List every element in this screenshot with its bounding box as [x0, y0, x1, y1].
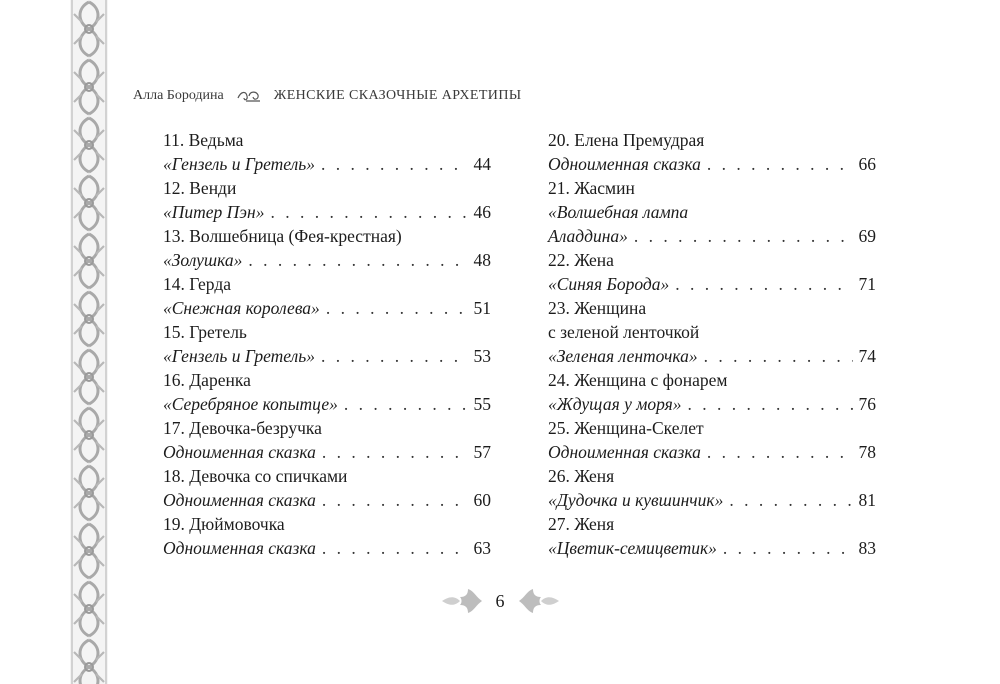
- source-title: Одноименная сказка: [548, 442, 701, 462]
- toc-entry-name: 16. Даренка: [163, 370, 251, 390]
- toc-entry-source: [548, 440, 876, 464]
- toc-entry-name: 21. Жасмин: [548, 178, 635, 198]
- toc-entry-source: [163, 200, 491, 224]
- dot-leader: [723, 536, 853, 560]
- toc-entry-source: [163, 392, 491, 416]
- toc-entry-source: [548, 392, 876, 416]
- page-footer: [430, 584, 570, 618]
- toc-entry-source: [163, 440, 491, 464]
- page-ref: 51: [473, 298, 491, 318]
- dot-leader: [707, 440, 853, 464]
- source-title: Одноименная сказка: [163, 538, 316, 558]
- source-title: Одноименная сказка: [163, 490, 316, 510]
- dot-leader: [322, 488, 468, 512]
- toc-entry-source: [548, 536, 876, 560]
- page-ref: 76: [858, 394, 876, 414]
- dot-leader: [322, 536, 468, 560]
- toc-entry-source: [163, 296, 491, 320]
- page-ref: 44: [473, 154, 491, 174]
- toc-entry-name: 22. Жена: [548, 250, 614, 270]
- dot-leader: [322, 440, 468, 464]
- toc-entry-name: 27. Женя: [548, 514, 615, 534]
- decorative-border-ornament: [70, 0, 108, 684]
- dot-leader: [688, 392, 853, 416]
- toc-entry-name: 18. Девочка со спичками: [163, 466, 348, 486]
- dot-leader: [326, 296, 468, 320]
- toc-entry-source: [548, 224, 876, 248]
- running-header: [133, 86, 521, 106]
- dot-leader: [634, 224, 853, 248]
- page-ref: 53: [473, 346, 491, 366]
- toc-entry-source: [548, 344, 876, 368]
- toc-entry-name: 12. Венди: [163, 178, 237, 198]
- toc-entry-source: [163, 152, 491, 176]
- dot-leader: [248, 248, 467, 272]
- source-title: «Гензель и Гретель»: [163, 346, 315, 366]
- header-author: Алла Бородина: [133, 88, 224, 103]
- source-title: «Золушка»: [163, 250, 243, 270]
- page-ref: 83: [858, 538, 876, 558]
- page-ref: 74: [858, 346, 876, 366]
- toc-entry-name: 14. Герда: [163, 274, 231, 294]
- toc-entry-name: 25. Женщина-Скелет: [548, 418, 704, 438]
- source-title: «Гензель и Гретель»: [163, 154, 315, 174]
- dot-leader: [675, 272, 852, 296]
- dot-leader: [321, 152, 468, 176]
- toc-left-column: [163, 128, 491, 560]
- dot-leader: [270, 200, 467, 224]
- toc-right-column: [548, 128, 876, 560]
- page-ref: 71: [858, 274, 876, 294]
- toc-entry-name-line2: с зеленой ленточкой: [548, 322, 700, 342]
- source-title: «Серебряное копытце»: [163, 394, 338, 414]
- toc-entry-name: 26. Женя: [548, 466, 615, 486]
- source-title: «Зеленая ленточка»: [548, 346, 698, 366]
- page-ref: 69: [858, 226, 876, 246]
- page-number: 6: [495, 590, 505, 611]
- dot-leader: [704, 344, 853, 368]
- dot-leader: [344, 392, 468, 416]
- toc-entry-name: 13. Волшебница (Фея-крестная): [163, 226, 402, 246]
- source-title: «Цветик-семицветик»: [548, 538, 717, 558]
- header-book-title: ЖЕНСКИЕ СКАЗОЧНЫЕ АРХЕТИПЫ: [273, 88, 522, 103]
- toc-entry-source: [163, 536, 491, 560]
- page-ref: 57: [473, 442, 491, 462]
- toc-entry-name: 20. Елена Премудрая: [548, 130, 705, 150]
- flourish-icon: [236, 89, 262, 103]
- toc-entry-source: [548, 272, 876, 296]
- source-title: Аладдина»: [548, 226, 628, 246]
- dot-leader: [707, 152, 853, 176]
- page-ref: 63: [473, 538, 491, 558]
- page-ref: 78: [858, 442, 876, 462]
- source-title: «Дудочка и кувшинчик»: [548, 490, 724, 510]
- toc-entry-source: [548, 152, 876, 176]
- source-title: Одноименная сказка: [163, 442, 316, 462]
- toc-entry-name: 15. Гретель: [163, 322, 247, 342]
- leaf-ornament-left-icon: [440, 585, 484, 617]
- source-title: «Синяя Борода»: [548, 274, 670, 294]
- toc-entry-source: [163, 488, 491, 512]
- source-title-line1: «Волшебная лампа: [548, 202, 689, 222]
- page-ref: 55: [473, 394, 491, 414]
- page-ref: 46: [473, 202, 491, 222]
- source-title: Одноименная сказка: [548, 154, 701, 174]
- source-title: «Снежная королева»: [163, 298, 320, 318]
- leaf-ornament-right-icon: [517, 585, 561, 617]
- source-title: «Питер Пэн»: [163, 202, 265, 222]
- page-ref: 60: [473, 490, 491, 510]
- toc-entry-source: [548, 488, 876, 512]
- page-ref: 81: [858, 490, 876, 510]
- toc-entry-name: 17. Девочка-безручка: [163, 418, 322, 438]
- toc-entry-source: [163, 248, 491, 272]
- page-ref: 48: [473, 250, 491, 270]
- toc-entry-source: [163, 344, 491, 368]
- dot-leader: [321, 344, 468, 368]
- toc-entry-name: 11. Ведьма: [163, 130, 244, 150]
- source-title: «Ждущая у моря»: [548, 394, 682, 414]
- toc-entry-name: 19. Дюймовочка: [163, 514, 285, 534]
- toc-entry-name: 24. Женщина с фонарем: [548, 370, 728, 390]
- ornament-pattern-icon: [70, 0, 108, 684]
- page-ref: 66: [858, 154, 876, 174]
- dot-leader: [729, 488, 852, 512]
- toc-entry-name: 23. Женщина: [548, 298, 647, 318]
